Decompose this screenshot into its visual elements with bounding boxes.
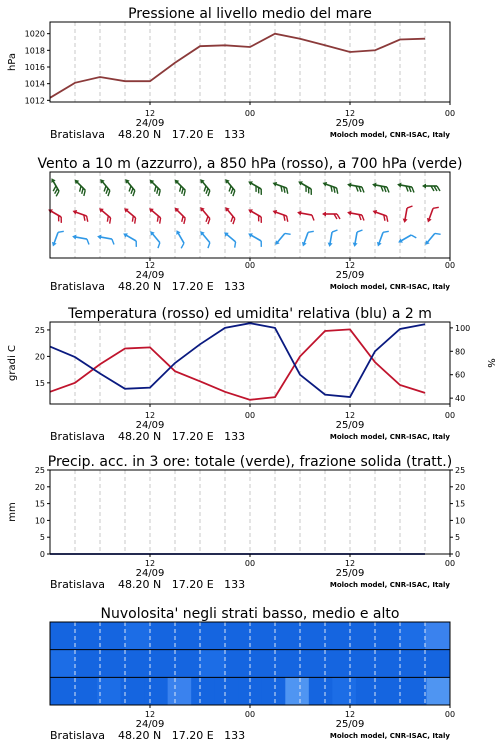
wind-barb-850hpa (371, 209, 390, 222)
barb-feather (285, 216, 290, 222)
barb-feather (309, 189, 314, 195)
y-tick-label: 0 (39, 550, 45, 559)
cloud-cell (400, 622, 426, 650)
plot-frame (50, 322, 450, 404)
wind-barb-850hpa (271, 209, 290, 222)
y-tick-label: 80 (455, 347, 466, 357)
wind-barb-850hpa (46, 207, 65, 222)
y-tick-label: 20 (455, 482, 466, 492)
y-tick-label: 25 (34, 325, 45, 335)
wind-barb-700hpa (96, 177, 113, 196)
wind-barb-850hpa (146, 206, 165, 223)
barb-feather (259, 241, 264, 247)
y-tick-label: 1018 (24, 46, 45, 56)
location-label: Bratislava (50, 430, 105, 443)
wind-barb-10m (146, 229, 163, 248)
location-label: Bratislava (50, 280, 105, 293)
pressure-line (50, 34, 425, 98)
barb-shaft (379, 232, 383, 243)
barb-shaft (251, 211, 261, 217)
wind-barb-700hpa (196, 177, 213, 196)
y-tick-label: 1012 (24, 96, 45, 106)
wind-barb-700hpa (246, 179, 265, 194)
barb-feather (156, 243, 162, 249)
barb-shaft (251, 235, 261, 241)
barb-feather (337, 214, 340, 219)
cloud-cell (250, 650, 276, 678)
cloud-cell (403, 677, 427, 705)
wind-barb-850hpa (221, 205, 238, 224)
cloud-cell (200, 650, 226, 678)
barb-shaft (275, 212, 286, 216)
cloud-cell (425, 622, 451, 650)
wind-barb-850hpa (426, 205, 439, 224)
x-tick-label: 00 (244, 109, 256, 118)
wind-barb-10m (423, 229, 440, 248)
x-tick-label: 00 (444, 109, 456, 118)
barb-head (347, 182, 352, 188)
cloud-cell (100, 622, 126, 650)
wind-barb-700hpa (121, 177, 138, 196)
panel-title: Temperatura (rosso) ed umidita' relativa (blu) a 2 m (68, 306, 432, 322)
barb-shaft (304, 232, 308, 243)
wind-barb-10m (196, 229, 213, 248)
y-axis-label-right: % (485, 358, 496, 368)
barb-shaft (355, 232, 357, 244)
y-tick-label: 5 (39, 533, 45, 543)
barb-feather (437, 186, 440, 191)
barb-head (122, 231, 128, 237)
barb-head (322, 181, 327, 187)
barb-shaft (350, 213, 362, 215)
y-axis-label: hPa (7, 52, 18, 72)
cloud-cell (262, 677, 286, 705)
cloud-cell (375, 650, 401, 678)
cloud-cell (97, 677, 121, 705)
wind-barb-850hpa (121, 206, 140, 223)
barb-feather (385, 216, 390, 222)
y-axis-label: mm (7, 502, 18, 522)
barb-feather (259, 189, 264, 195)
date-label: 25/09 (335, 420, 365, 431)
cloud-cell (144, 677, 168, 705)
barb-feather (86, 239, 90, 244)
y-tick-label: 40 (455, 394, 466, 404)
barb-shaft (202, 233, 210, 242)
barb-feather (285, 231, 291, 237)
panel-5 (50, 606, 455, 742)
barb-head (397, 182, 402, 188)
cloud-cell (150, 650, 176, 678)
barb-feather (407, 205, 412, 209)
cloud-cell (325, 622, 351, 650)
cloud-cell (350, 622, 376, 650)
location-label: Bratislava (50, 578, 105, 591)
barb-shaft (429, 208, 433, 219)
cloud-cell (426, 677, 450, 705)
cloud-cell (121, 677, 145, 705)
date-label: 24/09 (135, 719, 165, 730)
barb-feather (335, 188, 340, 194)
panel-title: Nuvolosita' negli strati basso, medio e alto (100, 606, 400, 622)
y-tick-label: 5 (455, 533, 461, 543)
cloud-cell (425, 650, 451, 678)
wind-barb-10m (327, 229, 338, 248)
wind-barb-10m (51, 229, 64, 248)
model-credit: Moloch model, CNR-ISAC, Italy (329, 283, 450, 291)
barb-feather (357, 229, 362, 233)
cloud-cell (50, 650, 76, 678)
location-label: Bratislava (50, 729, 105, 742)
wind-barb-10m (71, 234, 90, 245)
cloud-cell (285, 677, 309, 705)
x-tick-label: 00 (244, 710, 256, 719)
y-tick-label: 25 (455, 466, 466, 475)
cloud-cell (225, 622, 251, 650)
coordinates-label: 48.20 N 17.20 E 133 (118, 430, 246, 443)
panel-1 (7, 6, 455, 141)
barb-head (247, 231, 253, 237)
barb-shaft (101, 210, 110, 218)
wind-barb-700hpa (321, 181, 340, 194)
barb-feather (134, 241, 139, 247)
cloud-cell (125, 622, 151, 650)
cloud-cell (250, 622, 276, 650)
barb-shaft (178, 233, 184, 243)
barb-feather (232, 242, 238, 248)
y-tick-label: 1014 (24, 79, 45, 89)
y-tick-label: 15 (34, 499, 45, 509)
barb-shaft (177, 210, 185, 218)
barb-head (297, 210, 302, 216)
panel-title: Vento a 10 m (azzurro), a 850 hPa (rosso), a 700 hPa (verde) (37, 156, 463, 172)
coordinates-label: 48.20 N 17.20 E 133 (118, 128, 246, 141)
y-tick-label: 0 (455, 550, 461, 559)
barb-head (347, 210, 352, 216)
wind-barb-700hpa (47, 177, 62, 196)
cloud-cell (332, 677, 356, 705)
wind-barb-10m (246, 231, 265, 246)
panel-title: Pressione al livello medio del mare (128, 6, 372, 22)
barb-head (376, 242, 382, 247)
x-tick-label: 00 (244, 261, 256, 270)
cloud-cell (225, 650, 251, 678)
wind-barb-850hpa (246, 207, 265, 222)
barb-feather (85, 216, 90, 222)
x-tick-label: 12 (344, 411, 356, 420)
barb-shaft (330, 232, 332, 244)
cloud-cell (75, 650, 101, 678)
barb-shaft (300, 213, 312, 215)
x-tick-label: 12 (144, 109, 156, 118)
cloud-cell (168, 677, 192, 705)
barb-feather (259, 217, 264, 223)
cloud-cell (175, 650, 201, 678)
plot-frame (50, 22, 450, 102)
barb-shaft (427, 233, 435, 242)
barb-shaft (75, 212, 86, 216)
y-tick-label: 100 (455, 323, 471, 333)
y-tick-label: 60 (455, 370, 466, 380)
barb-head (372, 209, 377, 215)
date-label: 24/09 (135, 270, 165, 281)
barb-shaft (126, 210, 135, 218)
x-tick-label: 12 (144, 411, 156, 420)
x-tick-label: 12 (144, 559, 156, 568)
y-tick-label: 1016 (24, 63, 45, 72)
barb-feather (433, 206, 439, 211)
x-tick-label: 12 (144, 261, 156, 270)
x-tick-label: 00 (444, 710, 456, 719)
barb-shaft (227, 209, 235, 218)
barb-shaft (100, 237, 112, 239)
y-tick-label: 10 (455, 516, 466, 526)
barb-shaft (277, 233, 285, 242)
date-label: 25/09 (335, 719, 365, 730)
model-credit: Moloch model, CNR-ISAC, Italy (329, 732, 450, 740)
cloud-cell (200, 622, 226, 650)
x-tick-label: 12 (144, 710, 156, 719)
model-credit: Moloch model, CNR-ISAC, Italy (329, 581, 450, 589)
barb-head (322, 212, 326, 217)
barb-feather (285, 188, 290, 194)
cloud-cell (175, 622, 201, 650)
wind-barb-850hpa (296, 210, 315, 221)
y-tick-label: 10 (34, 516, 45, 526)
wind-barb-850hpa (71, 209, 90, 222)
barb-shaft (226, 234, 235, 242)
cloud-cell (300, 622, 326, 650)
cloud-cell (74, 677, 98, 705)
barb-head (272, 181, 277, 187)
x-tick-label: 00 (244, 559, 256, 568)
y-tick-label: 15 (455, 499, 466, 509)
panel-3 (7, 306, 496, 443)
wind-barb-850hpa (346, 210, 365, 221)
cloud-cell (125, 650, 151, 678)
date-label: 24/09 (135, 420, 165, 431)
wind-barb-850hpa (402, 205, 413, 224)
wind-barb-10m (273, 229, 290, 248)
x-tick-label: 12 (344, 261, 356, 270)
cloud-cell (50, 622, 76, 650)
cloud-cell (375, 622, 401, 650)
date-label: 24/09 (135, 568, 165, 579)
barb-shaft (375, 212, 386, 216)
cloud-cell (356, 677, 380, 705)
coordinates-label: 48.20 N 17.20 E 133 (118, 280, 246, 293)
barb-feather (111, 239, 115, 244)
cloud-cell (75, 622, 101, 650)
barb-shaft (202, 209, 210, 218)
barb-feather (308, 230, 314, 235)
y-tick-label: 20 (34, 352, 45, 362)
coordinates-label: 48.20 N 17.20 E 133 (118, 578, 246, 591)
cloud-cell (215, 677, 239, 705)
x-tick-label: 00 (444, 559, 456, 568)
cloud-cell (325, 650, 351, 678)
barb-head (97, 234, 102, 240)
barb-shaft (401, 235, 411, 241)
barb-head (426, 218, 432, 223)
x-tick-label: 12 (344, 109, 356, 118)
y-tick-label: 1020 (24, 29, 45, 39)
panel-2 (37, 156, 462, 293)
x-tick-label: 00 (244, 411, 256, 420)
x-tick-label: 00 (444, 411, 456, 420)
wind-barb-10m (96, 234, 115, 245)
barb-head (301, 242, 307, 247)
wind-barb-700hpa (271, 181, 290, 194)
barb-shaft (151, 210, 160, 218)
date-label: 25/09 (335, 270, 365, 281)
model-credit: Moloch model, CNR-ISAC, Italy (329, 131, 450, 139)
panel-title: Precip. acc. in 3 ore: totale (verde), frazione solida (tratt.) (47, 454, 453, 470)
barb-head (272, 209, 277, 215)
wind-barb-850hpa (96, 206, 115, 223)
barb-head (372, 182, 377, 188)
wind-barb-850hpa (171, 206, 189, 224)
barb-shaft (75, 237, 87, 239)
barb-head (72, 209, 77, 215)
wind-barb-700hpa (146, 178, 164, 196)
date-label: 24/09 (135, 118, 165, 129)
wind-barb-10m (121, 231, 140, 246)
barb-shaft (51, 211, 61, 217)
wind-barb-10m (221, 230, 240, 247)
barb-head (72, 234, 77, 240)
cloud-cell (350, 650, 376, 678)
x-tick-label: 12 (344, 559, 356, 568)
wind-barb-850hpa (196, 205, 213, 224)
barb-feather (180, 243, 186, 248)
cloud-cell (309, 677, 333, 705)
coordinates-label: 48.20 N 17.20 E 133 (118, 729, 246, 742)
wind-barb-10m (172, 229, 187, 248)
barb-feather (332, 229, 337, 233)
cloud-cell (191, 677, 215, 705)
location-label: Bratislava (50, 128, 105, 141)
wind-barb-700hpa (371, 182, 390, 193)
barb-feather (58, 230, 64, 235)
model-credit: Moloch model, CNR-ISAC, Italy (329, 433, 450, 441)
cloud-cell (275, 650, 301, 678)
barb-head (422, 184, 426, 189)
barb-shaft (405, 208, 407, 220)
cloud-cell (150, 622, 176, 650)
wind-barb-700hpa (296, 179, 315, 194)
cloud-cell (50, 677, 74, 705)
wind-barb-700hpa (221, 177, 238, 196)
barb-feather (435, 231, 441, 237)
wind-barb-700hpa (396, 182, 415, 193)
x-tick-label: 00 (444, 261, 456, 270)
panel-4 (7, 454, 465, 591)
wind-barb-700hpa (71, 178, 89, 196)
barb-head (352, 242, 358, 247)
barb-shaft (54, 232, 58, 243)
wind-barb-10m (301, 229, 314, 248)
x-tick-label: 12 (344, 710, 356, 719)
cloud-cell (100, 650, 126, 678)
barb-feather (206, 243, 212, 249)
cloud-cell (275, 622, 301, 650)
y-axis-label: gradi C (7, 345, 18, 381)
barb-head (402, 218, 408, 223)
cloud-cell (300, 650, 326, 678)
barb-shaft (126, 235, 136, 241)
wind-barb-10m (376, 229, 389, 248)
barb-feather (59, 217, 64, 223)
barb-head (51, 242, 57, 247)
wind-barb-10m (352, 229, 363, 248)
y-tick-label: 20 (34, 482, 45, 492)
date-label: 25/09 (335, 118, 365, 129)
wind-barb-700hpa (346, 182, 365, 193)
barb-feather (411, 234, 416, 240)
barb-head (327, 242, 333, 247)
barb-shaft (152, 233, 160, 242)
y-tick-label: 25 (34, 466, 45, 475)
y-tick-label: 15 (34, 378, 45, 388)
barb-feather (311, 215, 315, 220)
date-label: 25/09 (335, 568, 365, 579)
cloud-cell (400, 650, 426, 678)
wind-barb-700hpa (171, 178, 189, 196)
barb-feather (383, 230, 389, 235)
